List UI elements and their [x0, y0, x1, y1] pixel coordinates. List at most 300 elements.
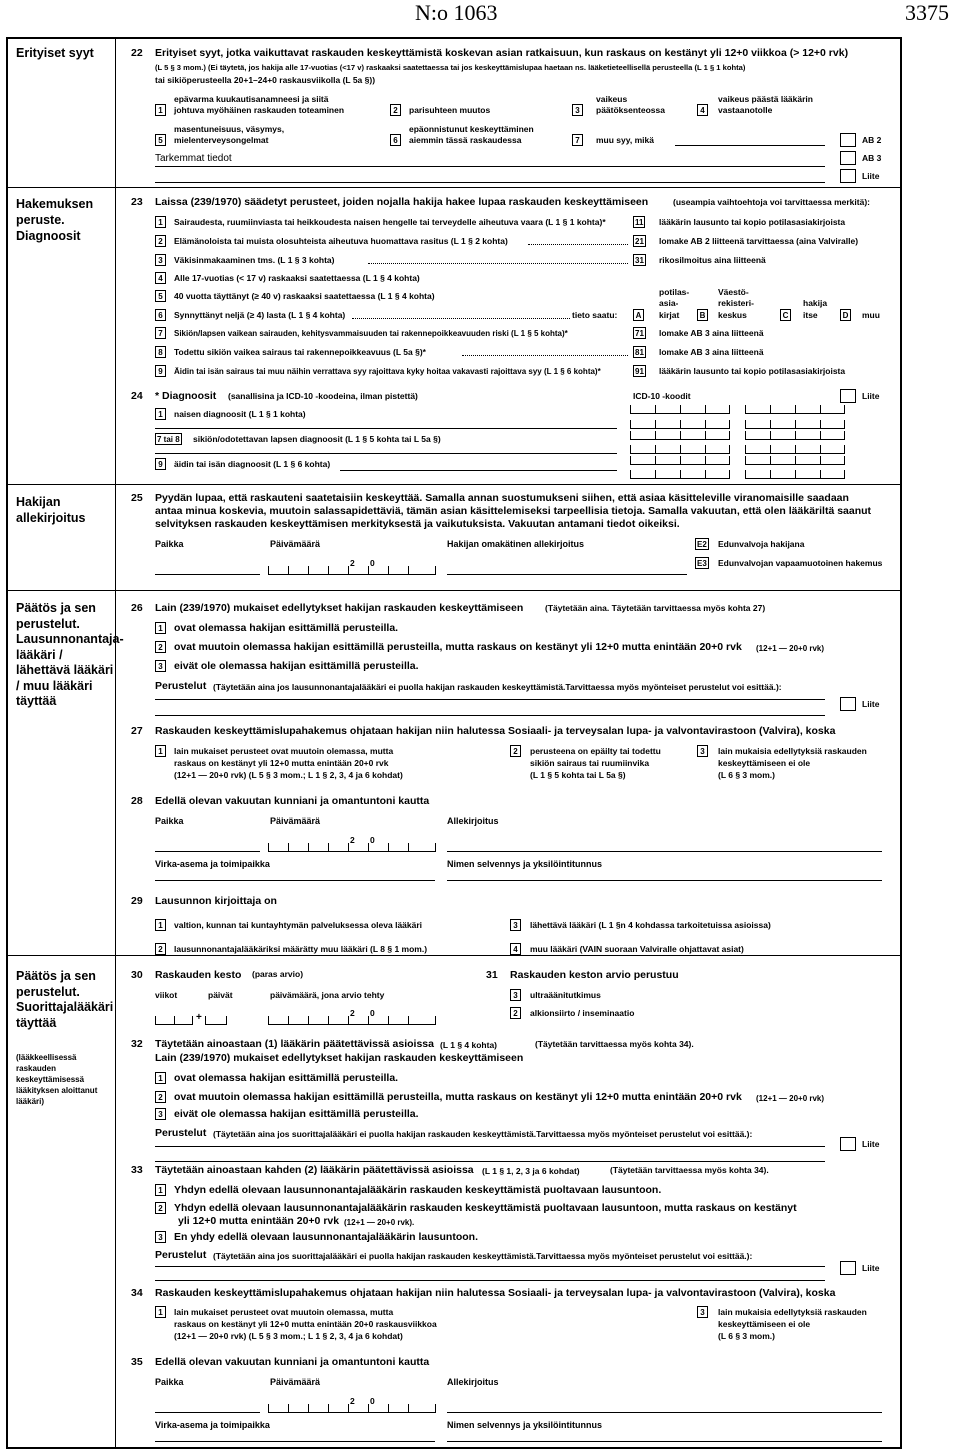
document-number: N:o 1063: [415, 0, 498, 25]
diagnosis-checkbox-9[interactable]: 9: [155, 458, 166, 470]
label-liite: Liite: [862, 171, 880, 181]
diagnosis-checkbox-7-8[interactable]: 7 tai 8: [157, 435, 180, 444]
checkbox-liite[interactable]: [840, 389, 856, 403]
option-text: Elämänoloista tai muista olosuhteista aiheutuva huomattava rasitus (L 1 § 2 kohta): [174, 236, 508, 246]
section-number: 27: [131, 725, 143, 737]
label-nimen: Nimen selvennys ja yksilöintitunnus: [447, 1420, 603, 1430]
option-checkbox-3[interactable]: 3: [510, 989, 521, 1001]
label-virka: Virka-asema ja toimipaikka: [155, 1420, 270, 1430]
option-checkbox-3[interactable]: 3: [155, 254, 166, 266]
tick: [308, 1016, 309, 1025]
option-text: yli 12+0 mutta enintään 20+0 rvk: [178, 1215, 340, 1227]
year-digit: 2: [350, 558, 355, 568]
section-26-title: Lain (239/1970) mukaiset edellytykset hakijan raskauden keskeyttämiseen: [155, 602, 524, 614]
tick: [328, 566, 329, 575]
input-line[interactable]: [340, 470, 617, 471]
section-34-title: Raskauden keskeyttämislupahakemus ohjataan hakijan niin halutessa Sosiaali- ja terveysalan lupa- ja valvontavirastoon (Valvira), koska: [155, 1287, 836, 1299]
option-text: sikiön sairaus tai ruumiinvika: [530, 758, 650, 768]
place-input[interactable]: [155, 1412, 260, 1413]
input-line[interactable]: [155, 1280, 825, 1281]
section-26-note: (Täytetään aina. Täytetään tarvittaessa myös kohta 27): [545, 603, 766, 613]
label-line: Lausunnonantaja-: [16, 632, 124, 646]
input-line[interactable]: [155, 880, 435, 881]
option-text: eivät ole olemassa hakijan esittämillä perusteilla.: [174, 660, 419, 672]
option-checkbox-4[interactable]: 4: [510, 943, 521, 955]
option-checkbox-2[interactable]: 2: [390, 104, 401, 116]
attachment-checkbox-91[interactable]: 91: [635, 367, 644, 376]
input-line[interactable]: [155, 1266, 825, 1267]
tick: [705, 456, 706, 465]
option-text: En yhdy edellä olevaan lausunnonantajalääkärin lausuntoon.: [174, 1231, 478, 1243]
tick: [388, 1404, 389, 1413]
option-checkbox-2[interactable]: 2: [155, 1091, 166, 1103]
attachment-text: lomake AB 3 aina liitteenä: [659, 347, 764, 357]
tick: [388, 1016, 389, 1025]
label-liite: Liite: [862, 391, 880, 401]
tick: [680, 445, 681, 454]
label-virka: Virka-asema ja toimipaikka: [155, 859, 270, 869]
option-text: lain mukaisia edellytyksiä raskauden: [718, 1307, 867, 1317]
source-label: itse: [803, 310, 818, 320]
section-number: 22: [131, 47, 143, 59]
option-text: Todettu sikiön vaikea sairaus tai rakennepoikkeavuus (L 5a §)*: [174, 347, 426, 357]
section-31-title: Raskauden keston arvio perustuu: [510, 969, 679, 981]
option-text: Synnyttänyt neljä (≥ 4) lasta (L 1 § 4 kohta): [174, 310, 346, 320]
tick: [288, 843, 289, 852]
attachment-text: lomake AB 2 liitteenä tarvittaessa (aina Valviralle): [659, 236, 859, 246]
option-text: ovat muutoin olemassa hakijan esittämillä perusteilla, mutta raskaus on kestänyt yli 12+0 mutta enintään 20+0 rvk: [174, 641, 742, 653]
option-checkbox-1[interactable]: 1: [155, 1184, 166, 1196]
input-line[interactable]: [675, 145, 825, 146]
section-22-title: Erityiset syyt, jotka vaikuttavat raskauden keskeyttämistä koskevan asian ratkaisuun, kun raskaus on kestänyt yli 12+0 viikkoa (> 12+0 rvk): [155, 47, 849, 59]
option-checkbox-3[interactable]: 3: [572, 104, 583, 116]
option-text: alkionsiirto / inseminaatio: [530, 1008, 635, 1018]
option-checkbox-9[interactable]: 9: [155, 365, 166, 377]
option-checkbox-1[interactable]: 1: [155, 745, 166, 757]
attachment-checkbox-71[interactable]: 71: [635, 329, 644, 338]
input-line[interactable]: [155, 699, 825, 700]
tick: [795, 445, 796, 454]
label-nimen: Nimen selvennys ja yksilöintitunnus: [447, 859, 603, 869]
option-text: vaikeus päästä lääkärin: [718, 94, 813, 104]
tick: [770, 431, 771, 440]
attachment-checkbox-81[interactable]: 81: [635, 348, 644, 357]
input-line[interactable]: [155, 428, 617, 429]
section-32-ref: (L 1 § 4 kohta): [440, 1040, 497, 1050]
option-text: vastaanotolle: [718, 105, 773, 115]
option-text: muu lääkäri (VAIN suoraan Valviralle ohjattavat asiat): [530, 944, 744, 954]
tick: [820, 431, 821, 440]
label-line: Suorittajalääkäri: [16, 1000, 114, 1014]
source-label: hakija: [803, 298, 828, 308]
tick: [655, 405, 656, 414]
consent-text: Pyydän lupaa, että raskauteni saatetaisiin keskeyttää. Samalla annan suostumukseni siihen, että asiaa käsitteleville viranomaisille saadaan antaa minua koskevia, muutoin salassapidettäviä, tämän asian käsittelemiseksi tarpeellisia tietoja. Samalla vakuutan, että olen lääkäriltä saanut selvityksen raskauden keskeyttämisen merkityksestä ja vaikutuksista. Vakuutan antamani tiedot oikeiksi.: [155, 492, 872, 530]
option-checkbox-1[interactable]: 1: [155, 104, 166, 116]
option-text: päätöksenteossa: [596, 105, 665, 115]
source-checkbox-a[interactable]: A: [633, 309, 644, 321]
tick: [705, 420, 706, 429]
option-text: (12+1 — 20+0 rvk) (L 5 § 3 mom.; L 1 § 2, 3, 4 ja 6 kohdat): [174, 1331, 403, 1341]
option-checkbox-1[interactable]: 1: [155, 1306, 166, 1318]
tick: [680, 420, 681, 429]
dotted-line: [462, 355, 628, 356]
label-line: raskauden: [16, 1064, 57, 1073]
option-subtext: (12+1 — 20+0 rvk): [756, 644, 825, 653]
attachment-text: rikosilmoitus aina liitteenä: [659, 255, 766, 265]
option-text: Yhdyn edellä olevaan lausunnonantajalääkärin raskauden keskeyttämistä puoltavaan lausuntoon, mutta raskaus on kestänyt: [174, 1202, 797, 1214]
left-column: [6, 37, 116, 1449]
option-checkbox-1[interactable]: 1: [155, 1072, 166, 1084]
section-label-hakemuksen: Hakemuksen: [16, 197, 94, 211]
diagnosis-checkbox-1[interactable]: 1: [155, 408, 166, 420]
attachment-text: lomake AB 3 aina liitteenä: [659, 328, 764, 338]
section-label-paatos-2: [16, 969, 113, 1031]
option-checkbox-1[interactable]: 1: [155, 622, 166, 634]
option-text: parisuhteen muutos: [409, 105, 491, 115]
option-text: raskaus on kestänyt yli 12+0 mutta enintään 20+0 rvk: [174, 758, 389, 768]
tick: [770, 405, 771, 414]
section-35-title: Edellä olevan vakuutan kunniani ja omantuntoni kautta: [155, 1356, 430, 1368]
label-paivat: päivät: [208, 990, 233, 1000]
attachment-checkbox-21[interactable]: 21: [635, 237, 644, 246]
days-input[interactable]: [205, 1016, 227, 1025]
option-checkbox-6[interactable]: 6: [155, 309, 166, 321]
section-number: 28: [131, 795, 143, 807]
tick: [328, 1016, 329, 1025]
label-paikka: Paikka: [155, 1377, 184, 1387]
tick: [348, 1404, 349, 1413]
section-30-title: Raskauden kesto: [155, 969, 242, 981]
source-label: rekisteri-: [718, 298, 754, 308]
tick: [388, 843, 389, 852]
tick: [308, 1404, 309, 1413]
checkbox-liite[interactable]: [840, 169, 856, 183]
option-checkbox-5[interactable]: 5: [155, 290, 166, 302]
label-line: Päätös ja sen: [16, 601, 96, 615]
tick: [308, 843, 309, 852]
tick: [348, 566, 349, 575]
label-tieto-saatu: tieto saatu:: [572, 310, 618, 320]
option-checkbox-2[interactable]: 2: [155, 641, 166, 653]
tick: [655, 470, 656, 479]
option-text: lain mukaisia edellytyksiä raskauden: [718, 746, 867, 756]
label-perustelut: Perustelut: [155, 680, 207, 692]
checkbox-e3[interactable]: E3: [697, 559, 707, 568]
option-text: muu syy, mikä: [596, 135, 654, 145]
label-line: perustelut.: [16, 616, 80, 631]
option-text: (L 6 § 3 mom.): [718, 770, 775, 780]
tick: [308, 566, 309, 575]
tick: [820, 456, 821, 465]
label-paivamaara: Päivämäärä: [270, 1377, 321, 1387]
option-checkbox-6[interactable]: 6: [390, 134, 401, 146]
divider: [6, 955, 902, 956]
signature-line[interactable]: [447, 1412, 882, 1413]
input-line[interactable]: [155, 182, 825, 183]
dotted-line: [528, 244, 628, 245]
label-e3: Edunvalvojan vapaamuotoinen hakemus: [718, 558, 883, 568]
option-checkbox-3[interactable]: 3: [155, 1231, 166, 1243]
option-checkbox-7[interactable]: 7: [155, 327, 166, 339]
option-checkbox-3[interactable]: 3: [155, 1108, 166, 1120]
tick: [328, 1404, 329, 1413]
signature-line[interactable]: [447, 574, 687, 575]
section-label-paatos-1: [16, 601, 124, 710]
section-number: 35: [131, 1356, 143, 1368]
option-text: valtion, kunnan tai kuntayhtymän palveluksessa oleva lääkäri: [174, 920, 423, 930]
tick: [820, 405, 821, 414]
option-text: ovat muutoin olemassa hakijan esittämillä perusteilla, mutta raskaus on kestänyt yli 12+0 mutta enintään 20+0 rvk: [174, 1091, 742, 1103]
option-checkbox-1[interactable]: 1: [155, 216, 166, 228]
section-label-hakijan: Hakijan: [16, 495, 61, 509]
tick: [368, 843, 369, 852]
source-label: Väestö-: [718, 287, 749, 297]
option-text: epävarma kuukautisanamneesi ja siitä: [174, 94, 329, 104]
section-33-note: (Täytetään tarvittaessa myös kohta 34).: [610, 1165, 769, 1175]
tick: [770, 456, 771, 465]
option-checkbox-1[interactable]: 1: [155, 919, 166, 931]
option-text: aiemmin tässä raskaudessa: [409, 135, 522, 145]
checkbox-liite[interactable]: [840, 1137, 856, 1151]
section-number: 29: [131, 895, 143, 907]
label-allekirjoitus: Allekirjoitus: [447, 1377, 499, 1387]
label-line: lääkityksen aloittanut: [16, 1086, 98, 1095]
option-text: Sairaudesta, ruumiinviasta tai heikkoudesta naisen hengelle tai terveydelle aiheutuva vaara (L 1 § 1 kohta)*: [174, 217, 606, 227]
label-perustelut: Perustelut: [155, 1249, 207, 1261]
section-32-note: (Täytetään tarvittaessa myös kohta 34).: [535, 1039, 694, 1049]
label-perustelut: Perustelut: [155, 1127, 207, 1139]
option-checkbox-3[interactable]: 3: [510, 919, 521, 931]
source-checkbox-c[interactable]: C: [780, 309, 791, 321]
option-checkbox-2[interactable]: 2: [155, 235, 166, 247]
source-checkbox-d[interactable]: D: [840, 309, 851, 321]
tick: [820, 470, 821, 479]
page-number: 3375: [905, 0, 949, 25]
section-27-title: Raskauden keskeyttämislupahakemus ohjataan hakijan niin halutessa Sosiaali- ja terveysalan lupa- ja valvontavirastoon (Valvira), koska: [155, 725, 836, 737]
option-text: ultraäänitutkimus: [530, 990, 601, 1000]
dotted-line: [368, 263, 628, 264]
tick: [368, 1016, 369, 1025]
option-text: epäonnistunut keskeyttäminen: [409, 124, 534, 134]
tick: [328, 843, 329, 852]
option-text: ovat olemassa hakijan esittämillä perusteilla.: [174, 1072, 399, 1084]
tick: [348, 843, 349, 852]
label-line: (lääkkeellisessä: [16, 1053, 77, 1062]
tick: [174, 1016, 175, 1025]
option-text: raskaus on kestänyt yli 12+0 mutta enintään 20+0 raskausviikkoa: [174, 1319, 437, 1329]
tick: [408, 1404, 409, 1413]
label-e2: Edunvalvoja hakijana: [718, 539, 805, 549]
section-number: 31: [486, 969, 498, 981]
tick: [705, 445, 706, 454]
label-paivamaara: Päivämäärä: [270, 539, 321, 549]
year-digit: 0: [370, 835, 375, 845]
option-text: masentuneisuus, väsymys,: [174, 124, 285, 134]
tick: [705, 405, 706, 414]
attachment-checkbox-31[interactable]: 31: [635, 256, 644, 265]
label-viikot: viikot: [155, 990, 178, 1000]
label-paikka: Paikka: [155, 539, 184, 549]
tick: [795, 470, 796, 479]
year-digit: 0: [370, 558, 375, 568]
source-label: muu: [862, 310, 880, 320]
tick: [655, 420, 656, 429]
section-22-note-2: tai sikiöperusteella 20+1–24+0 raskausviikolla (L 5a §)): [155, 75, 376, 85]
label-line: lähettävä lääkäri: [16, 663, 114, 677]
section-number: 34: [131, 1287, 143, 1299]
option-checkbox-3[interactable]: 3: [697, 1306, 708, 1318]
option-checkbox-2[interactable]: 2: [510, 745, 521, 757]
checkbox-liite[interactable]: [840, 1261, 856, 1275]
tick: [795, 431, 796, 440]
tick: [770, 420, 771, 429]
source-label: kirjat: [659, 310, 680, 320]
section-number: 30: [131, 969, 143, 981]
option-text: eivät ole olemassa hakijan esittämillä perusteilla.: [174, 1108, 419, 1120]
section-33-title: Täytetään ainoastaan kahden (2) lääkärin päätettävissä asioissa: [155, 1164, 474, 1176]
label-liite: Liite: [862, 699, 880, 709]
source-label: asia-: [659, 298, 679, 308]
section-number: 33: [131, 1164, 143, 1176]
section-29-title: Lausunnon kirjoittaja on: [155, 895, 277, 907]
tick: [705, 431, 706, 440]
section-30-note: (paras arvio): [252, 969, 304, 979]
option-text: keskeyttämiseen ei ole: [718, 1319, 811, 1329]
checkbox-e2[interactable]: E2: [697, 540, 707, 549]
label-line: lääkäri /: [16, 647, 63, 662]
option-subtext: (12+1 — 20+0 rvk): [756, 1094, 825, 1103]
input-line[interactable]: [155, 453, 617, 454]
option-checkbox-3[interactable]: 3: [155, 660, 166, 672]
attachment-checkbox-11[interactable]: 11: [635, 218, 644, 227]
year-digit: 0: [370, 1396, 375, 1406]
section-number: 32: [131, 1038, 143, 1050]
option-checkbox-4[interactable]: 4: [697, 104, 708, 116]
section-32-title: Täytetään ainoastaan (1) lääkärin päätettävissä asioissa: [155, 1038, 434, 1050]
perustelut-note: (Täytetään aina jos lausunnonantajalääkäri ei puolla hakijan raskauden keskeyttämistä.Tarvittaessa myös myönteiset perustelut voi esittää.):: [213, 682, 782, 692]
year-digit: 2: [350, 1008, 355, 1018]
option-checkbox-4[interactable]: 4: [155, 272, 166, 284]
input-line[interactable]: [155, 715, 825, 716]
option-checkbox-5[interactable]: 5: [155, 134, 166, 146]
checkbox-liite[interactable]: [840, 697, 856, 711]
label-liite: Liite: [862, 1263, 880, 1273]
tick: [795, 405, 796, 414]
input-line[interactable]: [155, 1161, 825, 1162]
label-ab2: AB 2: [862, 135, 882, 145]
attachment-text: lääkärin lausunto tai kopio potilasasiakirjoista: [659, 366, 846, 376]
tick: [388, 566, 389, 575]
tick: [368, 1404, 369, 1413]
option-text: (L 6 § 3 mom.): [718, 1331, 775, 1341]
option-checkbox-2[interactable]: 2: [155, 1202, 166, 1214]
tick: [820, 420, 821, 429]
option-checkbox-7[interactable]: 7: [572, 134, 583, 146]
place-input[interactable]: [155, 851, 260, 852]
diagnosis-text: naisen diagnoosit (L 1 § 1 kohta): [174, 409, 306, 419]
label-line: Päätös ja sen: [16, 969, 96, 983]
perustelut-note: (Täytetään aina jos suorittajalääkäri ei puolla hakijan raskauden keskeyttämistä.Tarvittaessa myös myönteiset perustelut voi esittää.):: [213, 1251, 753, 1261]
section-24-note: (sanallisina ja ICD-10 -koodeina, ilman pistettä): [228, 391, 418, 401]
tick: [680, 470, 681, 479]
option-text: lähettävä lääkäri (L 1 §n 4 kohdassa tarkoitetuissa asioissa): [530, 920, 771, 930]
label-line: täyttää: [16, 694, 57, 708]
section-label-peruste: peruste.: [16, 213, 65, 227]
tick: [770, 445, 771, 454]
option-checkbox-2[interactable]: 2: [510, 1007, 521, 1019]
tick: [348, 1016, 349, 1025]
tick: [408, 1016, 409, 1025]
input-line[interactable]: [447, 880, 882, 881]
tick: [288, 1404, 289, 1413]
year-digit: 2: [350, 1396, 355, 1406]
label-paivamaara: Päivämäärä: [270, 816, 321, 826]
checkbox-ab3[interactable]: [840, 151, 856, 165]
tick: [288, 1016, 289, 1025]
option-text: keskeyttämiseen ei ole: [718, 758, 811, 768]
label-paivamaara: päivämäärä, jona arvio tehty: [270, 990, 385, 1000]
option-checkbox-8[interactable]: 8: [155, 346, 166, 358]
option-subtext: (12+1 — 20+0 rvk).: [344, 1218, 415, 1227]
option-text: Äidin tai isän sairaus tai muu näihin verrattava syy rajoittava kyky hoitaa vakavasti rajoittava syy (L 1 § 6 kohta)*: [174, 367, 601, 376]
source-checkbox-b[interactable]: B: [697, 309, 708, 321]
option-text: 40 vuotta täyttänyt (≥ 40 v) raskaaksi saatettaessa (L 1 § 4 kohta): [174, 291, 435, 301]
tick: [655, 456, 656, 465]
checkbox-ab2[interactable]: [840, 133, 856, 147]
signature-line[interactable]: [447, 851, 882, 852]
option-text: (L 1 § 5 kohta tai L 5a §): [530, 770, 626, 780]
option-text: lausunnonantajalääkäriksi määrätty muu lääkäri (L 8 § 1 mom.): [174, 944, 428, 954]
tick: [655, 445, 656, 454]
dotted-line: [352, 318, 570, 319]
option-text: johtuva myöhäinen raskauden toteaminen: [174, 105, 345, 115]
option-text: ovat olemassa hakijan esittämillä perusteilla.: [174, 622, 399, 634]
section-label-allekirjoitus: allekirjoitus: [16, 511, 86, 525]
tick: [795, 420, 796, 429]
option-checkbox-3[interactable]: 3: [697, 745, 708, 757]
tick: [795, 456, 796, 465]
tick: [680, 431, 681, 440]
label-icd: ICD-10 -koodit: [633, 391, 691, 401]
place-input[interactable]: [155, 574, 260, 575]
option-text: Alle 17-vuotias (< 17 v) raskaaksi saatettaessa (L 1 § 4 kohta): [174, 273, 420, 283]
tick: [770, 470, 771, 479]
section-number: 23: [131, 196, 143, 208]
label-line: perustelut.: [16, 984, 80, 999]
label-allekirjoitus: Allekirjoitus: [447, 816, 499, 826]
input-line[interactable]: [447, 1441, 882, 1442]
section-number: 24: [131, 390, 143, 402]
input-line[interactable]: [155, 166, 825, 167]
option-text: vaikeus: [596, 94, 628, 104]
tick: [680, 456, 681, 465]
option-checkbox-2[interactable]: 2: [155, 943, 166, 955]
label-ab3: AB 3: [862, 153, 882, 163]
divider: [6, 590, 902, 591]
section-label-small: [16, 1052, 97, 1107]
tick: [705, 470, 706, 479]
section-number: 26: [131, 602, 143, 614]
section-23-note: (useampia vaihtoehtoja voi tarvittaessa merkitä):: [673, 197, 870, 207]
input-line[interactable]: [155, 1441, 435, 1442]
tick: [655, 431, 656, 440]
tick: [408, 843, 409, 852]
source-label: keskus: [718, 310, 747, 320]
input-line[interactable]: [155, 1146, 825, 1147]
option-text: mielenterveysongelmat: [174, 135, 269, 145]
divider: [6, 484, 902, 485]
label-line: / muu lääkäri: [16, 678, 93, 693]
